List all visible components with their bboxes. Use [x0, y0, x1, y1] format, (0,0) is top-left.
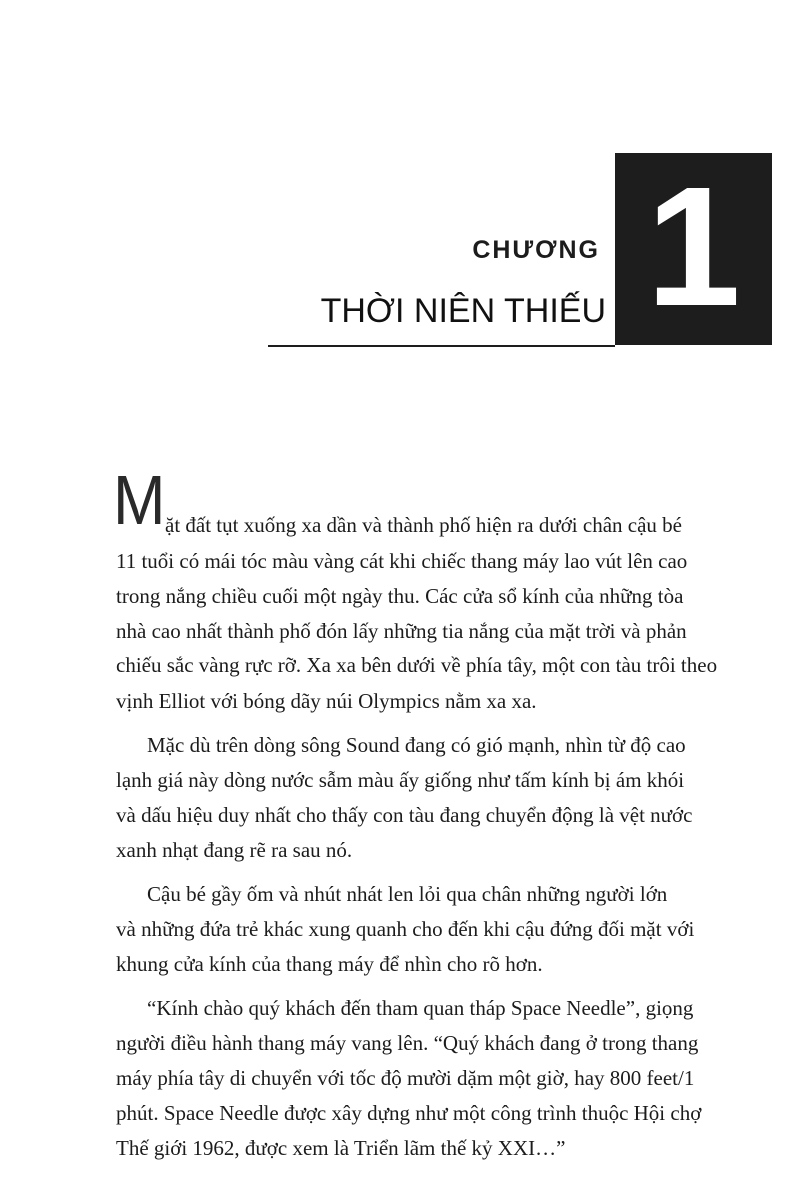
- body-line: vịnh Elliot với bóng dãy núi Olympics nằm xa xa.: [116, 689, 537, 713]
- body-line: người điều hành thang máy vang lên. “Quý khách đang ở trong thang: [116, 1031, 699, 1055]
- body-line: và những đứa trẻ khác xung quanh cho đến khi cậu đứng đối mặt với: [116, 917, 695, 941]
- chapter-label: CHƯƠNG: [472, 236, 600, 264]
- reverse-page-bleed: [170, 100, 175, 133]
- body-line: chiếu sắc vàng rực rỡ. Xa xa bên dưới về phía tây, một con tàu trôi theo: [116, 653, 718, 677]
- body-line: trong nắng chiều cuối một ngày thu. Các cửa sổ kính của những tòa: [116, 584, 684, 608]
- body-line: xanh nhạt đang rẽ ra sau nó.: [116, 838, 353, 862]
- body-line: Thế giới 1962, được xem là Triển lãm thế kỷ XXI…”: [116, 1136, 566, 1160]
- body-line: và dấu hiệu duy nhất cho thấy con tàu đang chuyển động là vệt nước: [116, 803, 693, 827]
- body-line: lạnh giá này dòng nước sẫm màu ấy giống như tấm kính bị ám khói: [116, 768, 685, 792]
- body-line: máy phía tây di chuyển với tốc độ mười dặm một giờ, hay 800 feet/1: [116, 1066, 695, 1090]
- body-line: nhà cao nhất thành phố đón lấy những tia nắng của mặt trời và phản: [116, 619, 687, 643]
- chapter-title-rule: [268, 345, 615, 347]
- chapter-title: THỜI NIÊN THIẾU: [320, 292, 606, 330]
- body-line: phút. Space Needle được xây dựng như một công trình thuộc Hội chợ: [116, 1101, 702, 1125]
- body-line: Cậu bé gầy ốm và nhút nhát len lỏi qua chân những người lớn: [147, 882, 668, 906]
- body-line: Mặc dù trên dòng sông Sound đang có gió mạnh, nhìn từ độ cao: [147, 733, 686, 757]
- body-line: khung cửa kính của thang máy để nhìn cho rõ hơn.: [116, 952, 543, 976]
- drop-cap: M: [113, 461, 166, 539]
- chapter-number-box: [615, 153, 772, 345]
- body-line: 11 tuổi có mái tóc màu vàng cát khi chiếc thang máy lao vút lên cao: [116, 549, 688, 573]
- chapter-number: 1: [646, 152, 741, 342]
- body-line: ặt đất tụt xuống xa dần và thành phố hiện ra dưới chân cậu bé: [165, 513, 682, 537]
- body-line: “Kính chào quý khách đến tham quan tháp Space Needle”, giọng: [147, 996, 694, 1020]
